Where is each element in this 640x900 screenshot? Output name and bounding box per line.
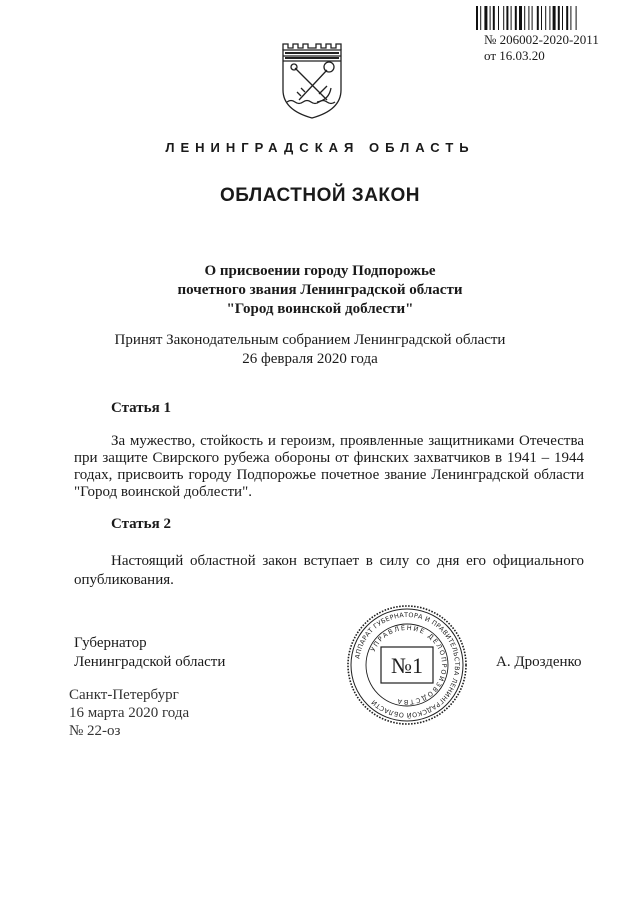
document-type: ОБЛАСТНОЙ ЗАКОН bbox=[219, 185, 421, 206]
seal-outer-text: АППАРАТ ГУБЕРНАТОРА И ПРАВИТЕЛЬСТВА ЛЕНИНГРАДСКОЙ ОБЛАСТИ bbox=[353, 610, 462, 720]
signing-place: Санкт-Петербург bbox=[69, 687, 179, 703]
region-title: ЛЕНИНГРАДСКАЯ ОБЛАСТЬ bbox=[165, 140, 475, 155]
adoption-line-2: 26 февраля 2020 года bbox=[242, 351, 378, 367]
article-1-text: За мужество, стойкость и героизм, проявленные защитниками Отечества при защите Свирского рубежа обороны от финских захватчиков в 1941 – 1944 годах, присвоить городу Подпорожье почетное звание Ленинградской области "Город воинской доблести". bbox=[74, 433, 584, 500]
signing-date: 16 марта 2020 года bbox=[69, 705, 190, 721]
coat-of-arms-icon bbox=[279, 40, 345, 120]
adoption-line-1: Принят Законодательным собранием Ленинградской области bbox=[114, 332, 506, 348]
signatory-position-line-2: Ленинградской области bbox=[74, 654, 226, 670]
adoption-info bbox=[0, 331, 620, 369]
registration-number: № 206002-2020-2011 bbox=[484, 32, 599, 47]
signatory-position-line-1: Губернатор bbox=[74, 635, 147, 651]
article-2-heading: Статья 2 bbox=[111, 516, 171, 532]
article-1-heading: Статья 1 bbox=[111, 400, 171, 416]
subject-line-1: О присвоении городу Подпорожье bbox=[204, 263, 436, 279]
signatory-name: А. Дрозденко bbox=[496, 654, 582, 670]
official-seal-icon bbox=[345, 603, 469, 727]
seal-inner-text: УПРАВЛЕНИЕ ДЕЛОПРОИЗВОДСТВА bbox=[368, 623, 449, 707]
subject-line-3: "Город воинской доблести" bbox=[226, 301, 414, 317]
law-number: № 22-оз bbox=[69, 723, 121, 739]
barcode-icon bbox=[476, 6, 608, 30]
subject-line-2: почетного звания Ленинградской области bbox=[177, 282, 463, 298]
article-2-text: Настоящий областной закон вступает в силу со дня его официального опубликования. bbox=[74, 553, 584, 588]
seal-center-number: №1 bbox=[391, 653, 423, 678]
law-subject bbox=[0, 262, 640, 319]
registration-date: от 16.03.20 bbox=[484, 48, 545, 63]
